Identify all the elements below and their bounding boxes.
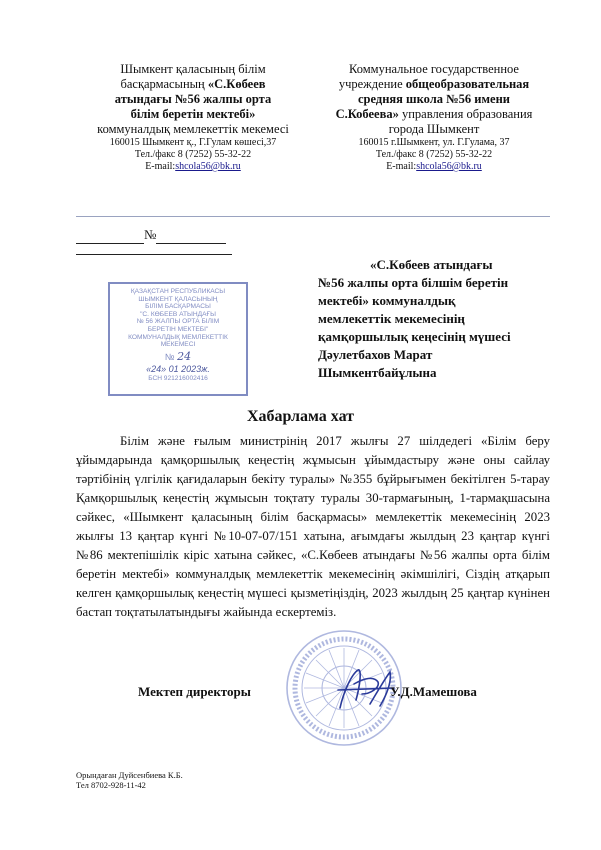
addressee-line2: №56 жалпы орта білшім беретін [318, 275, 509, 290]
header-ru-line2 [318, 77, 550, 92]
header-ru-email-label: E-mail: [386, 161, 417, 172]
header-kz-line4: білім беретін мектебі» [130, 107, 256, 121]
header-divider [76, 216, 550, 217]
header-kz-line1: Шымкент қаласының білім [120, 62, 266, 76]
addressee-line4: мемлекеттік мекемесінің [318, 311, 465, 326]
stamp-number-label: № [164, 351, 175, 362]
number-sign: № [144, 227, 157, 242]
header-ru-line4-plain: управления образования [398, 107, 533, 121]
header-kz-line3: атындағы №56 жалпы орта [114, 92, 272, 106]
header-kz-phone: Тел./факс 8 (7252) 55-32-22 [134, 149, 252, 160]
stamp-line-3: БІЛІМ БАСҚАРМАСЫ [145, 303, 211, 311]
header-ru-line1: Коммунальное государственное [349, 62, 519, 76]
reference-blank-line [76, 254, 232, 255]
number-blank [156, 227, 226, 244]
header-kz-email [78, 161, 308, 173]
stamp-bin: БСН 921216002416 [148, 374, 208, 382]
header-kz-address: 160015 Шымкент қ., Г.Гулам көшесі,37 [109, 137, 277, 148]
footer-phone: Тел 8702-928-11-42 [76, 780, 146, 790]
header-ru-email-link[interactable]: shcola56@bk.ru [416, 161, 482, 172]
signature-position: Мектеп директоры [138, 684, 251, 699]
header-kz-line2-plain: басқармасының [120, 77, 208, 91]
header-kz [78, 62, 308, 173]
stamp-line-2: ШЫМКЕНТ ҚАЛАСЫНЫҢ [138, 295, 218, 303]
header-ru-phone: Тел./факс 8 (7252) 55-32-22 [375, 149, 493, 160]
addressee-line3: мектебі» коммуналдық [318, 293, 456, 308]
header-ru-address: 160015 г.Шымкент, ул. Г.Гулама, 37 [358, 137, 510, 148]
addressee-line5: қамқоршылық кеңесінің мүшесі [318, 329, 511, 344]
header-kz-line5: коммуналдық мемлекеттік мекемесі [97, 122, 289, 136]
stamp-number: 24 [177, 349, 192, 363]
stamp-line-1: ҚАЗАҚСТАН РЕСПУБЛИКАСЫ [130, 288, 226, 295]
stamp-line-8: МЕКЕМЕСІ [160, 341, 196, 349]
addressee-line1: «С.Көбеев атындағы [370, 257, 493, 272]
addressee-line7: Шымкентбайұлына [318, 365, 437, 380]
header-kz-line2-bold: «С.Көбеев [207, 77, 266, 91]
addressee-block [318, 256, 548, 382]
signature-name: У.Д.Мамешова [390, 684, 477, 699]
header-ru-line4-bold: С.Кобеева» [335, 107, 399, 121]
header-kz-email-link[interactable]: shcola56@bk.ru [175, 161, 241, 172]
header-ru-line5: города Шымкент [388, 122, 480, 136]
header-ru-line2-bold: общеобразовательная [405, 77, 530, 91]
letter-title: Хабарлама хат [246, 408, 355, 425]
registration-stamp [108, 282, 248, 396]
date-blank [76, 227, 144, 244]
stamp-line-5: № 56 ЖАЛПЫ ОРТА БІЛІМ [136, 318, 220, 326]
header-kz-line2 [78, 77, 308, 92]
stamp-date: «24» 01 2023ж. [146, 363, 210, 374]
header-ru-email [318, 161, 550, 173]
header-ru-line3: средняя школа №56 имени [358, 92, 510, 106]
addressee-line6: Дәулетбахов Марат [318, 347, 433, 362]
header-ru-line4 [318, 107, 550, 122]
letter-body: Білім және ғылым министрінің 2017 жылғы 27 шілдедегі «Білім беру ұйымдарында қамқоршылық кеңестің жұмысын ұйымдастыру және оны сайлау тәртібінің үлгілік қағидаларын бекіту туралы» №355 бұйрығымен бекітілген 5-тарау Қамқоршылық кеңестің жұмысын тоқтату туралы 30-тармағының, 1-тармақшасына сәйкес, «Шымкент қаласының білім басқармасы» мемлекеттік мекемесінің 2023 жылғы 13 қаңтар күнгі №10-07-07/151 хатына, ағымдағы жылдың 23 қаңтар күнгі №86 мектепішілік кіріс хатына сәйкес, «С.Көбеев атындағы №56 жалпы орта білім беретін мектебі» коммуналдық мемлекеттік мекемесінің әкімшілігі, Сіздің атқарып келген қамқоршылық кеңестің мүшесі қызметіңіздің, 2023 жылдың 25 қаңтар күнінен бастап тоқтатылатындығы жайында ескертеміз. [76, 434, 550, 619]
footer-executor: Орындаған Дуйсенбиева К.Б. [76, 770, 183, 780]
stamp-line-7: КОММУНАЛДЫҚ МЕМЛЕКЕТТІК [128, 333, 228, 341]
stamp-line-4: "С. КӨБЕЕВ АТЫНДАҒЫ [140, 310, 216, 318]
header-kz-email-label: E-mail: [145, 161, 176, 172]
header-ru [318, 62, 550, 173]
header-ru-line2-plain: учреждение [338, 77, 406, 91]
outgoing-number-line [76, 227, 226, 244]
stamp-line-6: БЕРЕТІН МЕКТЕБІ" [147, 325, 209, 333]
stamp-number-row [110, 351, 246, 363]
